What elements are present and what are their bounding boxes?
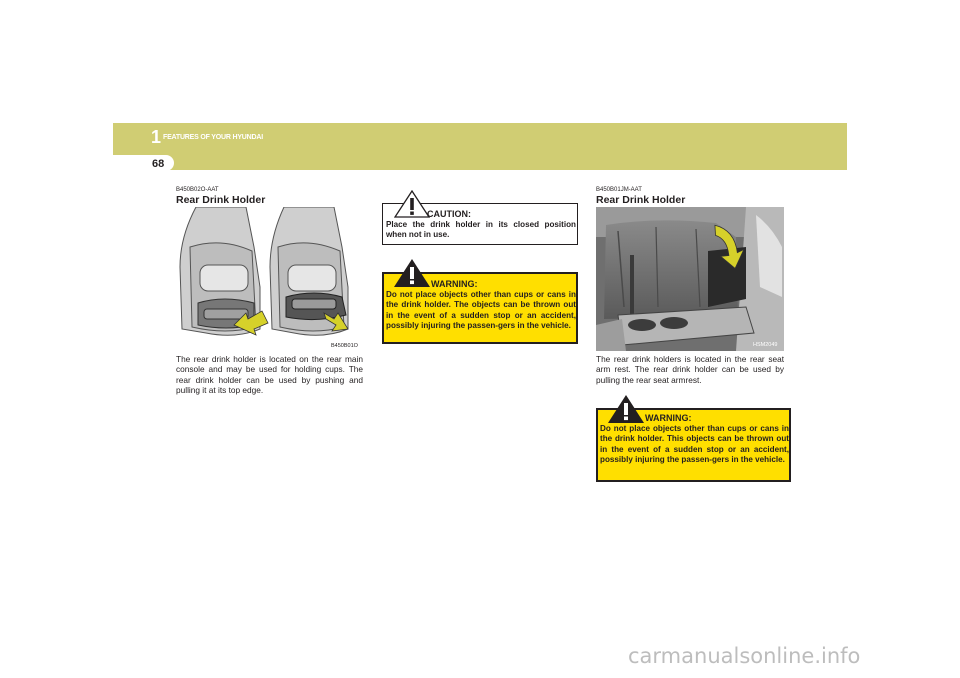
caution-box [382, 203, 578, 245]
figure-caption: HSM2049 [753, 342, 778, 348]
section-body-text: The rear drink holders is located in the rear seat arm rest. The rear drink holder can be used by pulling the rear seat armrest. [596, 354, 784, 385]
section-heading: Rear Drink Holder [176, 194, 266, 206]
warning-title: WARNING: [645, 413, 692, 423]
page-number: 68 [152, 158, 165, 170]
warning-text: Do not place objects other than cups or cans in the drink holder. This objects can be thrown out in the event of a sudden stop or an accident, possibly injuring the passen-gers in the vehicle. [600, 424, 789, 464]
section-body-text: The rear drink holder is located on the rear main console and may be used for holding cups. The rear drink holder can be used by pushing and pulling it at its top edge. [176, 354, 363, 396]
warning-box [382, 272, 578, 344]
section-code: B450B01JM-AAT [596, 187, 642, 193]
console-drink-holder-illustration [176, 207, 364, 344]
rear-seat-armrest-illustration [596, 207, 784, 351]
console-drink-holder-figure [176, 207, 364, 344]
warning-box [596, 408, 791, 482]
warning-triangle-icon [393, 258, 431, 288]
figure-caption: B450B01O [331, 343, 358, 349]
warning-text: Do not place objects other than cups or cans in the drink holder. The objects can be thrown out in the event of a sudden stop or an accident, possibly injuring the passen-gers in the vehicle. [386, 290, 576, 330]
warning-triangle-icon [394, 190, 430, 218]
warning-title: WARNING: [431, 279, 478, 289]
section-code: B450B02O-AAT [176, 187, 219, 193]
section-heading: Rear Drink Holder [596, 194, 686, 206]
chapter-number: 1 [151, 127, 162, 147]
warning-triangle-icon [607, 394, 645, 424]
page-number-tab [113, 155, 174, 171]
site-watermark: carmanualsonline.info [628, 644, 861, 668]
chapter-header-band [113, 123, 847, 170]
chapter-title: FEATURES OF YOUR HYUNDAI [163, 134, 263, 141]
armrest-drink-holder-photo [596, 207, 784, 351]
caution-title: CAUTION: [427, 209, 471, 219]
caution-text: Place the drink holder in its closed position when not in use. [386, 220, 576, 240]
